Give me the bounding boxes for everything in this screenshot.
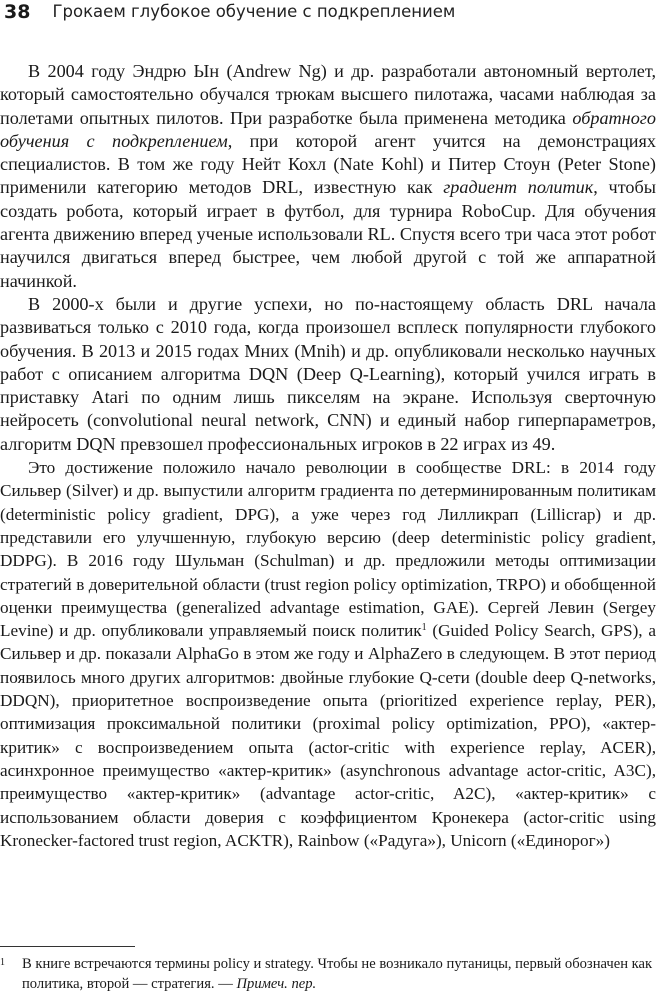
page-header (0, 0, 662, 31)
footnote-text (22, 954, 656, 994)
paragraph-2: В 2000-х были и другие успехи, но по-настоящему область DRL начала развиваться только с 2010 года, когда произошел всплеск популярности глубокого обучения. В 2013 и 2015 годах Мних (Mnih) и др. опубликовали несколько научных работ с описанием алгоритма DQN (Deep Q-Learning), который учился играть в приставку Atari по одним лишь пикселям на экране. Используя сверточную нейросеть (convolutional neural network, CNN) и единый набор гиперпараметров, алгоритм DQN превзошел профессиональных игроков в 22 играх из 49. (0, 293, 656, 454)
footnote (0, 954, 656, 994)
paragraph-3 (0, 456, 656, 852)
page-number: 38 (4, 1, 31, 23)
p1-text-1: В 2004 году Эндрю Ын (Andrew Ng) и др. разработали автономный вертолет, который самостоятельно обучался трюкам высшего пилотажа, часами наблюдая за полетами опытных пилотов. При разработке была применена методика (0, 61, 656, 128)
running-title: Грокаем глубокое обучение с подкреплением (52, 2, 456, 21)
footnote-reference[interactable]: 1 (421, 622, 427, 634)
main-text (0, 60, 656, 852)
p1-italic-term-2: градиент политик (443, 177, 594, 198)
paragraph-1 (0, 60, 656, 293)
p1-italic-term-1: обратного обучения с подкреплением (0, 107, 656, 151)
footnote-body: В книге встречаются термины policy и strategy. Чтобы не возникало путаницы, первый обозначен как политика, второй — стратегия. — (22, 956, 653, 992)
footnote-divider (0, 946, 135, 947)
p3-text-2: (Guided Policy Search, GPS), а Сильвер и др. показали AlphaGo в этом же году и AlphaZero в следующем. В этот период появилось много других алгоритмов: двойные глубокие Q-сети (double deep Q-networks, DDQN), приоритетное воспроизведение опыта (prioritized experience replay, PER), оптимизация проксимальной политики (proximal policy optimization, PPO), «актер-критик» с воспроизведением опыта (actor-critic with experience replay, ACER), асинхронное преимущество «актер-критик» (asynchronous advantage actor-critic, A3C), преимущество «актер-критик» (advantage actor-critic, A2C), «актер-критик» с использованием области доверия с коэффициентом Кронекера (actor-critic using Kronecker-factored trust region, ACKTR), Rainbow («Радуга»), Unicorn («Единорог») (0, 621, 656, 850)
footnote-translator-note: Примеч. пер. (236, 976, 317, 992)
p1-text-3: , чтобы создать робота, который играет в футбол, для турнира RoboCup. Для обучения агента движению вперед ученые использовали RL. Спустя всего три часа этот робот научился двигаться вперед быстрее, чем любой другой с той же аппаратной начинкой. (0, 177, 656, 291)
p1-text-2: , при которой агент учится на демонстрациях специалистов. В том же году Нейт Кохл (Nate Kohl) и Питер Стоун (Peter Stone) применили категорию методов DRL, известную как (0, 130, 656, 198)
footnote-mark: 1 (0, 957, 5, 968)
p3-text-1: Это достижение положило начало революции в сообществе DRL: в 2014 году Сильвер (Silver) и др. выпустили алгоритм градиента по детерминированным политикам (deterministic policy gradient, DPG), а уже через год Лилликрап (Lillicrap) и др. представили его улучшенную, глубокую версию (deep deterministic policy gradient, DDPG). В 2016 году Шульман (Schulman) и др. предложили методы оптимизации стратегий в доверительной области (trust region policy optimization, TRPO) и обобщенной оценки преимущества (generalized advantage estimation, GAE). Сергей Левин (Sergey Levine) и др. опубликовали управляемый поиск политик (0, 458, 656, 641)
